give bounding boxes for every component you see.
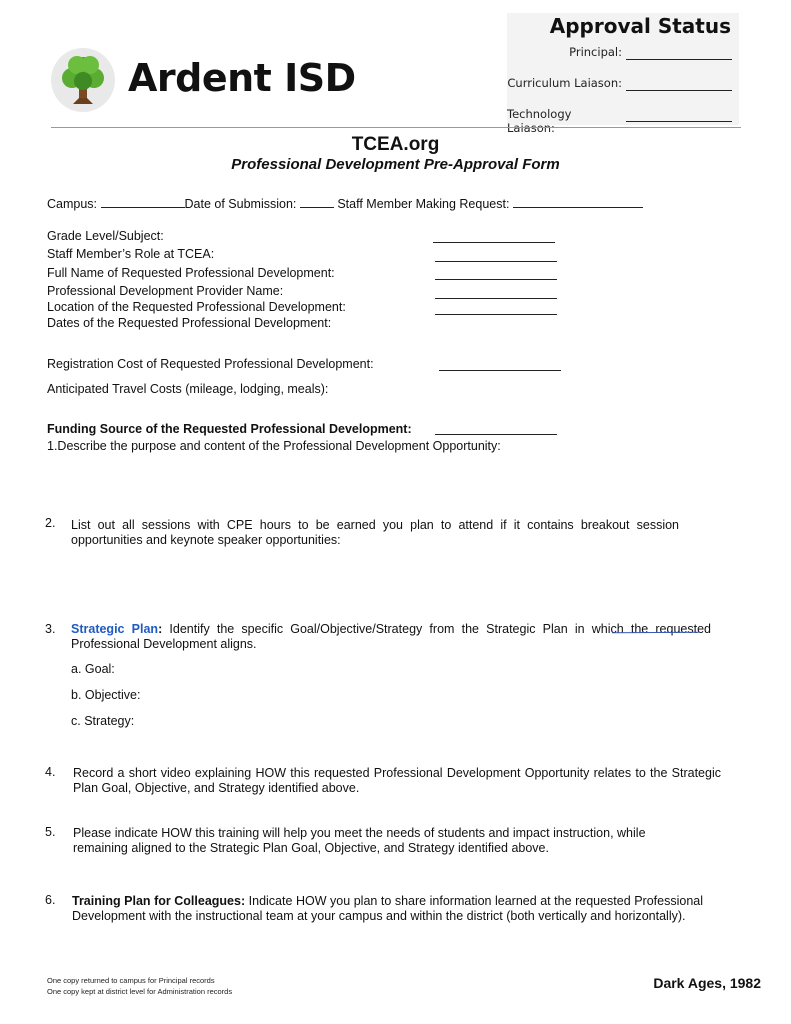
training-plan-text: Indicate HOW you plan to share information learned at the requested Professional Development with the instructional team at your campus and within the district (both vertically and horizontally). [72,894,704,923]
form-site: TCEA.org [351,134,440,155]
question-2-text: List out all sessions with CPE hours to be earned you plan to attend if it contains breakout session opportunities and keynote speaker opportunities: [71,518,679,547]
registration-cost-line[interactable] [439,370,561,371]
field-location-line[interactable] [435,314,557,315]
footer-note-district: One copy kept at district level for Administration records [47,987,233,996]
date-blank[interactable] [300,207,334,208]
question-2-number: 2. [45,516,56,530]
footer-notes [47,975,232,997]
training-plan-label: Training Plan for Colleagues: [72,894,246,908]
question-5-number: 5. [45,825,56,839]
field-location: Location of the Requested Professional Development: [47,300,346,314]
footer-signoff: Dark Ages, 1982 [653,975,761,991]
field-staff-role: Staff Member’s Role at TCEA: [47,247,215,261]
staff-label: Staff Member Making Request: [337,197,510,211]
question-1: 1.Describe the purpose and content of the Professional Development Opportunity: [47,439,501,453]
field-staff-role-line[interactable] [435,261,557,262]
approval-technology-label: Technology Laiason: [507,107,572,135]
campus-label: Campus: [47,197,98,211]
approval-curriculum-label: Curriculum Laiason: [507,76,622,90]
approval-status-title: Approval Status [549,14,731,38]
header-divider [51,127,741,128]
question-4-number: 4. [45,765,56,779]
footer-note-principal: One copy returned to campus for Principal records [47,976,215,985]
field-pd-name-line[interactable] [435,279,557,280]
strategic-plan-label: Strategic Plan [71,622,159,636]
funding-source-line[interactable] [435,434,557,435]
field-dates: Dates of the Requested Professional Development: [47,316,332,330]
objective-label: b. Objective: [71,688,141,702]
strategic-plan-colon: : [158,622,163,636]
registration-cost-label: Registration Cost of Requested Professional Development: [47,357,374,371]
field-pd-name: Full Name of Requested Professional Development: [47,266,335,280]
question-5-text: Please indicate HOW this training will help you meet the needs of students and impact instruction, while remaining aligned to the Strategic Plan Goal, Objective, and Strategy identified above. [73,826,646,855]
field-grade-level: Grade Level/Subject: [47,229,164,243]
approval-principal-line[interactable] [626,59,732,60]
tree-icon [51,48,115,112]
question-6-number: 6. [45,893,56,907]
field-provider-name-line[interactable] [435,298,557,299]
travel-cost-label: Anticipated Travel Costs (mileage, lodging, meals): [47,382,329,396]
field-grade-level-line[interactable] [433,242,555,243]
campus-blank[interactable] [101,207,185,208]
approval-principal-label: Principal: [569,45,622,59]
field-provider-name: Professional Development Provider Name: [47,284,284,298]
approval-curriculum-line[interactable] [626,90,732,91]
staff-blank[interactable] [513,207,643,208]
funding-source-label: Funding Source of the Requested Professional Development: [47,422,412,436]
top-info-line [47,197,643,211]
question-3-text [71,622,711,652]
question-4-text: Record a short video explaining HOW this requested Professional Development Opportunity relates to the Strategic Plan Goal, Objective, and Strategy identified above. [73,766,721,795]
question-3-number: 3. [45,622,56,636]
question-6-text [72,894,703,924]
district-name: Ardent ISD [128,56,356,100]
form-title: Professional Development Pre-Approval Form [231,156,560,173]
district-logo [51,48,115,112]
goal-label: a. Goal: [71,662,115,676]
strategic-plan-text: Identify the specific Goal/Objective/Strategy from the Strategic Plan in which the requested Professional Development aligns. [71,622,711,651]
strategy-label: c. Strategy: [71,714,135,728]
approval-technology-line[interactable] [626,121,732,122]
date-label: Date of Submission: [184,197,297,211]
approval-status-box [507,13,739,135]
